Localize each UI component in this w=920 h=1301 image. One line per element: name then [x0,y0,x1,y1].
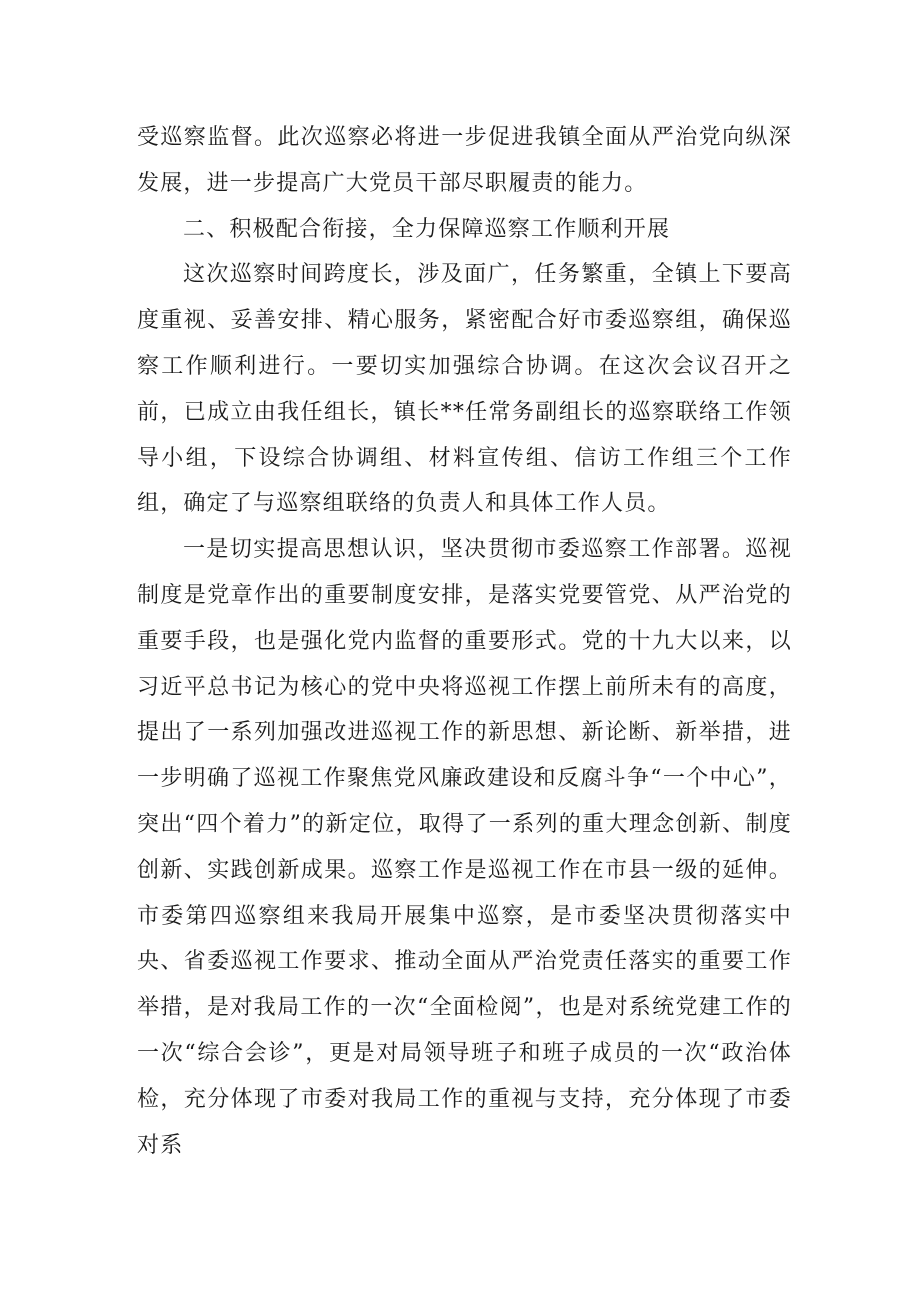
paragraph: 这次巡察时间跨度长，涉及面广，任务繁重，全镇上下要高度重视、妥善安排、精心服务，紧密配合好市委巡察组，确保巡察工作顺利进行。一要切实加强综合协调。在这次会议召开之前，已成立由我任组长，镇长**任常务副组长的巡察联络工作领导小组，下设综合协调组、材料宣传组、信访工作组三个工作组，确定了与巡察组联络的负责人和具体工作人员。 [137,262,792,517]
document-body [137,115,792,1168]
paragraph-continuation: 受巡察监督。此次巡察必将进一步促进我镇全面从严治党向纵深发展，进一步提高广大党员干部尽职履责的能力。 [137,125,792,196]
paragraph: 一是切实提高思想认识，坚决贯彻市委巡察工作部署。巡视制度是党章作出的重要制度安排，是落实党要管党、从严治党的重要手段，也是强化党内监督的重要形式。党的十九大以来，以习近平总书记为核心的党中央将巡视工作摆上前所未有的高度，提出了一系列加强改进巡视工作的新思想、新论断、新举措，进一步明确了巡视工作聚焦党风廉政建设和反腐斗争“一个中心”，突出“四个着力”的新定位，取得了一系列的重大理念创新、制度创新、实践创新成果。巡察工作是巡视工作在市县一级的延伸。市委第四巡察组来我局开展集中巡察，是市委坚决贯彻落实中央、省委巡视工作要求、推动全面从严治党责任落实的重要工作举措，是对我局工作的一次“全面检阅”，也是对系统党建工作的一次“综合会诊”，更是对局领导班子和班子成员的一次“政治体检，充分体现了市委对我局工作的重视与支持，充分体现了市委对系 [137,537,792,1158]
section-heading: 二、积极配合衔接，全力保障巡察工作顺利开展 [183,216,671,242]
